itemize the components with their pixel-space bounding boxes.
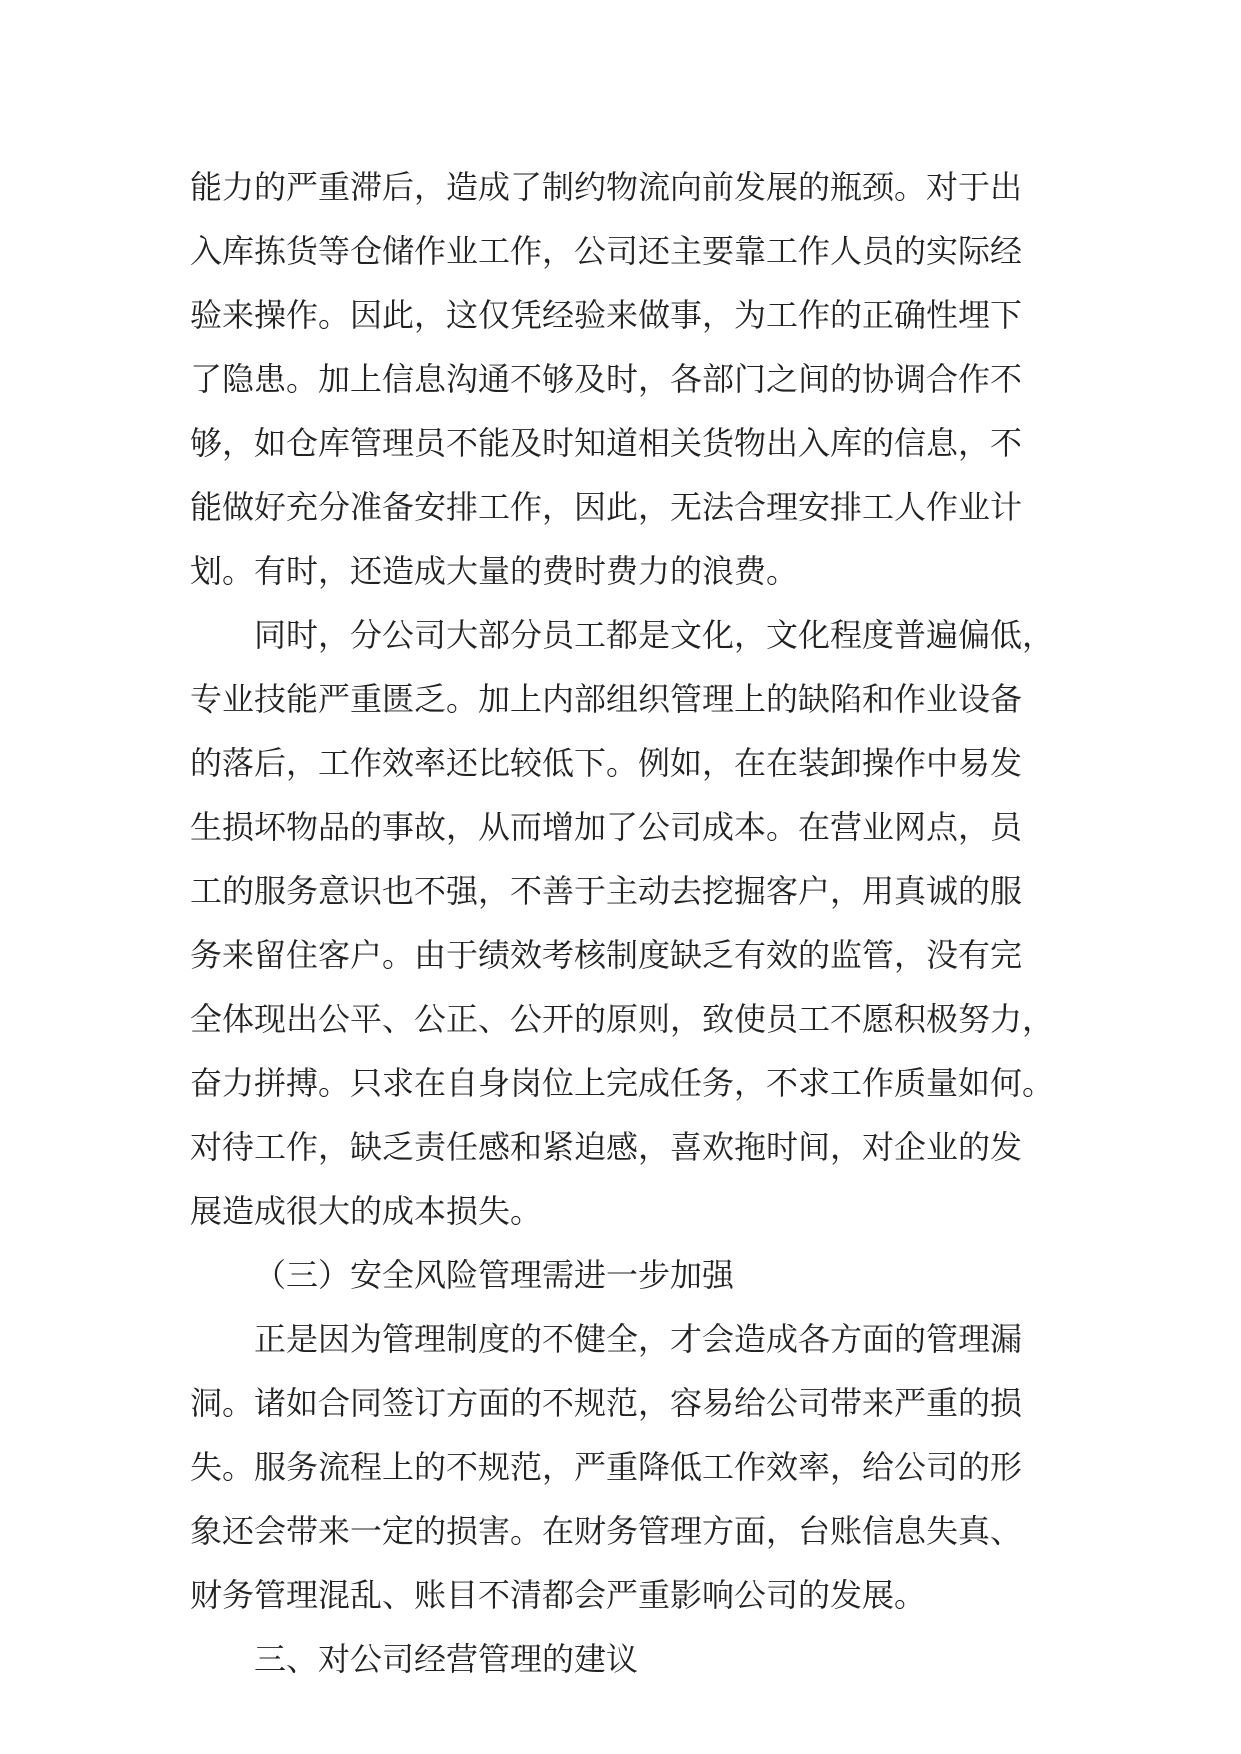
- text-line: （三）安全风险管理需进一步加强: [254, 1256, 735, 1294]
- text-line: 能做好充分准备安排工作，因此，无法合理安排工人作业计: [190, 488, 1023, 526]
- text-line: 够，如仓库管理员不能及时知道相关货物出入库的信息，不: [190, 424, 1023, 462]
- text-line: 展造成很大的成本损失。: [190, 1192, 543, 1230]
- text-line: 划。有时，还造成大量的费时费力的浪费。: [190, 552, 799, 590]
- text-line: 三、对公司经营管理的建议: [254, 1640, 639, 1678]
- text-line: 入库拣货等仓储作业工作，公司还主要靠工作人员的实际经: [190, 232, 1023, 270]
- text-line: 验来操作。因此，这仅凭经验来做事，为工作的正确性埋下: [190, 296, 1023, 334]
- text-line: 专业技能严重匮乏。加上内部组织管理上的缺陷和作业设备: [190, 680, 1023, 718]
- text-line: 全体现出公平、公正、公开的原则，致使员工不愿积极努力，: [190, 1000, 1055, 1038]
- text-line: 工的服务意识也不强，不善于主动去挖掘客户，用真诚的服: [190, 872, 1023, 910]
- text-line: 了隐患。加上信息沟通不够及时，各部门之间的协调合作不: [190, 360, 1023, 398]
- text-line: 能力的严重滞后，造成了制约物流向前发展的瓶颈。对于出: [190, 168, 1023, 206]
- text-line: 奋力拼搏。只求在自身岗位上完成任务，不求工作质量如何。: [190, 1064, 1055, 1102]
- text-line: 的落后，工作效率还比较低下。例如，在在装卸操作中易发: [190, 744, 1023, 782]
- text-line: 财务管理混乱、账目不清都会严重影响公司的发展。: [190, 1576, 927, 1614]
- text-line: 正是因为管理制度的不健全，才会造成各方面的管理漏: [254, 1320, 1023, 1358]
- text-line: 象还会带来一定的损害。在财务管理方面，台账信息失真、: [190, 1512, 1023, 1550]
- text-line: 务来留住客户。由于绩效考核制度缺乏有效的监管，没有完: [190, 936, 1023, 974]
- document-body: [190, 155, 1070, 1691]
- text-line: 洞。诸如合同签订方面的不规范，容易给公司带来严重的损: [190, 1384, 1023, 1422]
- text-line: 对待工作，缺乏责任感和紧迫感，喜欢拖时间，对企业的发: [190, 1128, 1023, 1166]
- text-line: 失。服务流程上的不规范，严重降低工作效率，给公司的形: [190, 1448, 1023, 1486]
- text-line: 生损坏物品的事故，从而增加了公司成本。在营业网点，员: [190, 808, 1023, 846]
- text-line: 同时，分公司大部分员工都是文化，文化程度普遍偏低，: [254, 616, 1055, 654]
